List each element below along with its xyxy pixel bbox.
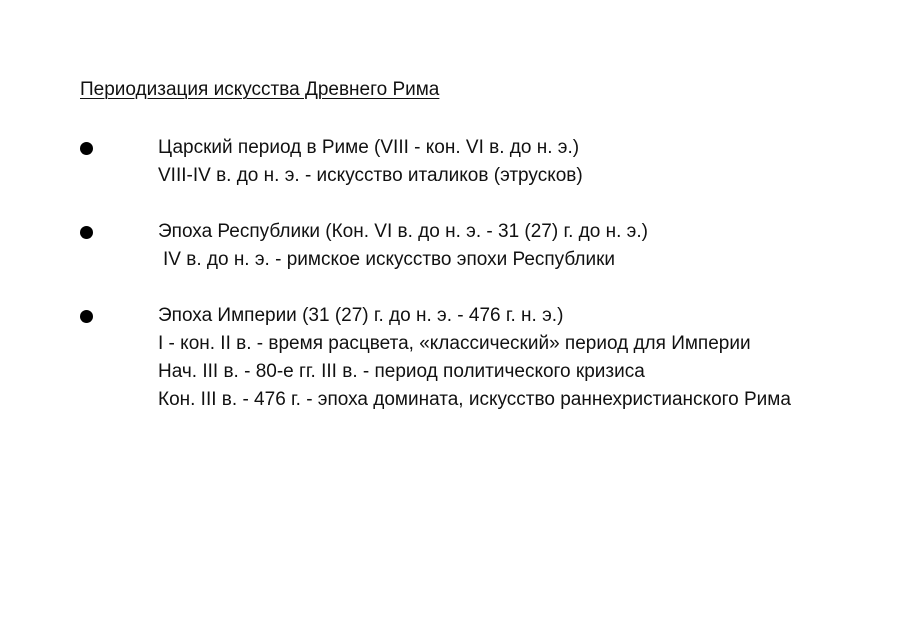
period-lines (158, 134, 880, 190)
period-heading: Эпоха Империи (31 (27) г. до н. э. - 476 г. н. э.) (158, 305, 564, 326)
period-subline: Кон. III в. - 476 г. - эпоха домината, искусство раннехристианского Рима (158, 389, 791, 410)
period-lines (158, 218, 880, 274)
period-heading: Царский период в Риме (VIII - кон. VI в. до н. э.) (158, 137, 580, 158)
bullet-icon (80, 142, 93, 155)
bullet-icon (80, 310, 93, 323)
page-title: Периодизация искусства Древнего Рима (80, 79, 440, 100)
period-subline: I - кон. II в. - время расцвета, «классический» период для Империи (158, 333, 751, 354)
period-subline: IV в. до н. э. - римское искусство эпохи Республики (163, 249, 616, 270)
period-subline: VIII-IV в. до н. э. - искусство италиков (этрусков) (158, 165, 583, 186)
period-heading: Эпоха Республики (Кон. VI в. до н. э. - 31 (27) г. до н. э.) (158, 221, 648, 242)
period-lines (158, 302, 880, 414)
bullet-icon (80, 226, 93, 239)
period-subline: Нач. III в. - 80-е гг. III в. - период политического кризиса (158, 361, 645, 382)
